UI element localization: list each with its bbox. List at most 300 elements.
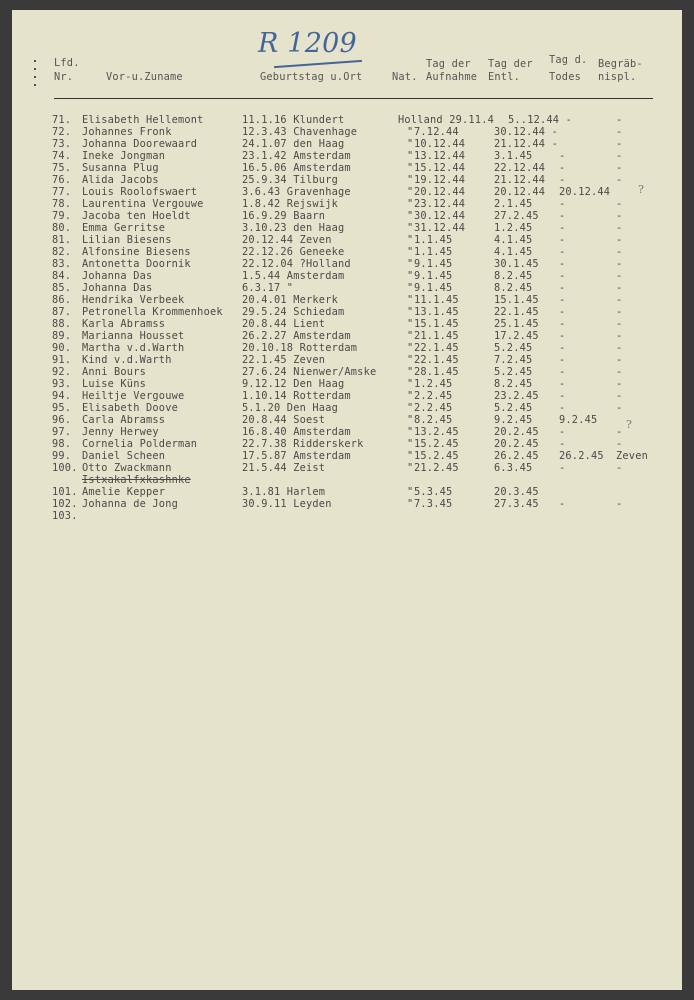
entry-death-date: - (559, 246, 566, 258)
entry-nationality: " (407, 222, 414, 234)
entry-name: Johannes Fronk (82, 126, 172, 138)
entry-name: Hendrika Verbeek (82, 294, 185, 306)
entry-number: 96. (52, 414, 72, 426)
entry-name: Otto Zwackmann (82, 462, 172, 474)
entry-birth: 26.2.27 Amsterdam (242, 330, 351, 342)
table-row (12, 258, 682, 270)
entry-name: Johanna Doorewaard (82, 138, 198, 150)
entry-release-date: 5.2.45 (494, 402, 533, 414)
entry-burial-place: - (616, 498, 623, 510)
entry-nationality: " (407, 306, 414, 318)
entry-birth: 12.3.43 Chavenhage (242, 126, 358, 138)
entry-death-date: - (559, 294, 566, 306)
entry-death-date: - (559, 342, 566, 354)
entry-nationality: " (407, 486, 414, 498)
entry-number: 98. (52, 438, 72, 450)
entry-name: Jenny Herwey (82, 426, 159, 438)
entry-admission-date: 7.12.44 (414, 126, 459, 138)
table-row (12, 306, 682, 318)
entry-name: Ineke Jongman (82, 150, 166, 162)
entry-nationality: " (407, 414, 414, 426)
entry-release-date: 7.2.45 (494, 354, 533, 366)
entry-burial-place: - (616, 114, 623, 126)
table-row (12, 402, 682, 414)
entry-name: Antonetta Doornik (82, 258, 191, 270)
table-row (12, 222, 682, 234)
entry-name: Jacoba ten Hoeldt (82, 210, 191, 222)
entry-admission-date: 23.12.44 (414, 198, 466, 210)
entry-name: Johanna Das (82, 282, 153, 294)
entry-release-date: 27.2.45 (494, 210, 539, 222)
entry-birth: 27.6.24 Nienwer/Amske (242, 366, 377, 378)
entry-death-date: - (559, 258, 566, 270)
entry-release-date: 8.2.45 (494, 270, 533, 282)
entry-nationality: " (407, 342, 414, 354)
header-rule (54, 98, 653, 99)
entry-birth: 3.1.81 Harlem (242, 486, 326, 498)
entry-nationality: " (407, 270, 414, 282)
entry-nationality: " (407, 186, 414, 198)
entry-nationality: " (407, 138, 414, 150)
entry-death-date: 26.2.45 (559, 450, 604, 462)
entry-number: 97. (52, 426, 72, 438)
header-name: Vor-u.Zuname (106, 71, 183, 83)
entry-admission-date: 9.1.45 (414, 282, 453, 294)
entry-nationality: " (407, 438, 414, 450)
entry-number: 73. (52, 138, 72, 150)
entry-number: 74. (52, 150, 72, 162)
entry-name: Elisabeth Doove (82, 402, 178, 414)
entry-name: Heiltje Vergouwe (82, 390, 185, 402)
entry-admission-date: 11.1.45 (414, 294, 459, 306)
table-row (12, 198, 682, 210)
entry-admission-date: 22.1.45 (414, 342, 459, 354)
entry-admission-date: 9.1.45 (414, 258, 453, 270)
entry-release-date: 1.2.45 (494, 222, 533, 234)
entry-death-date: - (559, 330, 566, 342)
entry-name: Martha v.d.Warth (82, 342, 185, 354)
entry-nationality: " (407, 426, 414, 438)
entry-number: 82. (52, 246, 72, 258)
entry-release-date: 30.1.45 (494, 258, 539, 270)
entry-burial-place: - (616, 306, 623, 318)
table-row (12, 270, 682, 282)
entry-admission-date: 13.2.45 (414, 426, 459, 438)
entry-death-date: - (559, 198, 566, 210)
entry-nationality: " (407, 234, 414, 246)
entry-birth: 22.12.26 Geneeke (242, 246, 345, 258)
entry-number: 102. (52, 498, 78, 510)
entry-birth: 3.10.23 den Haag (242, 222, 345, 234)
entry-burial-place: - (616, 234, 623, 246)
entry-admission-date: 2.2.45 (414, 402, 453, 414)
table-row (12, 114, 682, 126)
entry-release-date: 23.2.45 (494, 390, 539, 402)
handwritten-annotation: R 1209 (258, 28, 357, 59)
entry-burial-place: - (616, 354, 623, 366)
entry-nationality: " (407, 282, 414, 294)
entry-release-date: 22.12.44 (494, 162, 546, 174)
header-lfd: Lfd. (54, 57, 80, 69)
entry-release-date: 30.12.44 - (494, 126, 558, 138)
header-death-2: Todes (549, 71, 581, 83)
entry-nationality: " (407, 210, 414, 222)
entry-birth: 20.8.44 Soest (242, 414, 326, 426)
entry-death-date: - (559, 222, 566, 234)
entry-death-date: - (559, 402, 566, 414)
entry-name: Alida Jacobs (82, 174, 159, 186)
entry-name: Laurentina Vergouwe (82, 198, 204, 210)
entry-admission-date: 9.1.45 (414, 270, 453, 282)
entry-admission-date: 1.2.45 (414, 378, 453, 390)
entry-admission-date: 13.1.45 (414, 306, 459, 318)
table-row (12, 366, 682, 378)
entry-number: 93. (52, 378, 72, 390)
entry-death-date: - (559, 378, 566, 390)
entry-nationality: " (407, 174, 414, 186)
entry-admission-date: 15.1.45 (414, 318, 459, 330)
table-row (12, 426, 682, 438)
entry-release-date: 20.3.45 (494, 486, 539, 498)
entry-number: 86. (52, 294, 72, 306)
entry-birth: 1.10.14 Rotterdam (242, 390, 351, 402)
entry-number: 80. (52, 222, 72, 234)
entry-release-date: 21.12.44 (494, 174, 546, 186)
entry-nationality: " (407, 378, 414, 390)
entry-birth: 20.8.44 Lient (242, 318, 326, 330)
entry-name: Anni Bours (82, 366, 146, 378)
table-row (12, 438, 682, 450)
entry-number: 72. (52, 126, 72, 138)
entry-admission-date: 21.2.45 (414, 462, 459, 474)
entry-burial-place: - (616, 198, 623, 210)
entry-name: Johanna de Jong (82, 498, 178, 510)
entry-death-date: - (559, 210, 566, 222)
entry-name: Alfonsine Biesens (82, 246, 191, 258)
margin-dots (34, 60, 40, 92)
header-burial-2: nispl. (598, 71, 637, 83)
header-admission-1: Tag der (426, 58, 471, 70)
entry-name: Daniel Scheen (82, 450, 166, 462)
entry-nationality: " (407, 462, 414, 474)
entry-burial-place: - (616, 138, 623, 150)
entry-birth: 16.9.29 Baarn (242, 210, 326, 222)
table-row (12, 150, 682, 162)
entry-release-date: 17.2.45 (494, 330, 539, 342)
entry-number: 77. (52, 186, 72, 198)
entry-birth: 16.8.40 Amsterdam (242, 426, 351, 438)
entry-admission-date: 19.12.44 (414, 174, 466, 186)
entry-name: Susanna Plug (82, 162, 159, 174)
entry-burial-place: - (616, 342, 623, 354)
table-row (12, 510, 682, 522)
entry-release-date: 26.2.45 (494, 450, 539, 462)
table-row (12, 210, 682, 222)
entry-death-date: 9.2.45 (559, 414, 598, 426)
entry-nationality: " (407, 150, 414, 162)
table-row (12, 246, 682, 258)
entry-burial-place: - (616, 126, 623, 138)
entry-release-date: 8.2.45 (494, 378, 533, 390)
table-row (12, 450, 682, 462)
entry-release-date: 6.3.45 (494, 462, 533, 474)
entry-death-date: - (559, 354, 566, 366)
entry-admission-date: 8.2.45 (414, 414, 453, 426)
entry-admission-date: 13.12.44 (414, 150, 466, 162)
entry-burial-place: - (616, 366, 623, 378)
entry-birth: 3.6.43 Gravenhage (242, 186, 351, 198)
margin-question-mark: ? (626, 418, 633, 431)
entry-nationality: " (407, 318, 414, 330)
entry-name: Elisabeth Hellemont (82, 114, 204, 126)
entry-burial-place: Zeven (616, 450, 648, 462)
entry-number: 78. (52, 198, 72, 210)
entry-name: Karla Abramss (82, 318, 166, 330)
entry-burial-place: - (616, 330, 623, 342)
entry-admission-date: 1.1.45 (414, 234, 453, 246)
entry-admission-date: 31.12.44 (414, 222, 466, 234)
entry-burial-place: - (616, 318, 623, 330)
entry-burial-place: - (616, 162, 623, 174)
table-row (12, 294, 682, 306)
entry-number: 95. (52, 402, 72, 414)
entry-death-date: - (559, 282, 566, 294)
entry-burial-place: - (616, 222, 623, 234)
entry-admission-date: 1.1.45 (414, 246, 453, 258)
entry-number: 76. (52, 174, 72, 186)
entry-name: Luise Küns (82, 378, 146, 390)
entry-release-date: 25.1.45 (494, 318, 539, 330)
entry-number: 91. (52, 354, 72, 366)
annotation-underline (274, 60, 362, 68)
table-row (12, 474, 682, 486)
entry-death-date: - (559, 150, 566, 162)
entry-number: 81. (52, 234, 72, 246)
entry-name: Lilian Biesens (82, 234, 172, 246)
entry-name: Petronella Krommenhoek (82, 306, 223, 318)
entry-death-date: - (559, 366, 566, 378)
entry-nationality: " (407, 246, 414, 258)
entry-release-date: 4.1.45 (494, 246, 533, 258)
entry-death-date: - (559, 438, 566, 450)
entry-name: Cornelia Polderman (82, 438, 198, 450)
entry-death-date: - (559, 174, 566, 186)
entry-death-date: - (559, 318, 566, 330)
entry-birth: 30.9.11 Leyden (242, 498, 332, 510)
entry-nationality: " (407, 330, 414, 342)
entry-nationality: " (407, 258, 414, 270)
entry-name: Louis Roolofswaert (82, 186, 198, 198)
entry-release-date: 5..12.44 - (508, 114, 572, 126)
entry-birth: 16.5.06 Amsterdam (242, 162, 351, 174)
entry-burial-place: - (616, 402, 623, 414)
table-row (12, 354, 682, 366)
entry-death-date: - (559, 270, 566, 282)
entry-birth: 23.1.42 Amsterdam (242, 150, 351, 162)
entry-release-date: 8.2.45 (494, 282, 533, 294)
entry-number: 85. (52, 282, 72, 294)
entry-release-date: 21.12.44 - (494, 138, 558, 150)
entry-number: 84. (52, 270, 72, 282)
entry-admission-date: 15.2.45 (414, 438, 459, 450)
entry-name: Emma Gerritse (82, 222, 166, 234)
entry-burial-place: - (616, 462, 623, 474)
entry-birth: 11.1.16 Klundert (242, 114, 345, 126)
entry-burial-place: - (616, 294, 623, 306)
header-release-1: Tag der (488, 58, 533, 70)
entry-release-date: 15.1.45 (494, 294, 539, 306)
header-release-2: Entl. (488, 71, 520, 83)
entry-number: 103. (52, 510, 78, 522)
entry-nationality: " (407, 402, 414, 414)
table-row (12, 390, 682, 402)
entry-birth: 24.1.07 den Haag (242, 138, 345, 150)
entry-admission-date: 5.3.45 (414, 486, 453, 498)
table-row (12, 414, 682, 426)
entry-nationality: " (407, 390, 414, 402)
entry-number: 79. (52, 210, 72, 222)
entry-death-date: - (559, 234, 566, 246)
entry-burial-place: - (616, 174, 623, 186)
entry-birth: 6.3.17 " (242, 282, 294, 294)
entry-name: Johanna Das (82, 270, 153, 282)
entry-burial-place: - (616, 378, 623, 390)
table-row (12, 234, 682, 246)
entry-number: 101. (52, 486, 78, 498)
entry-number: 100. (52, 462, 78, 474)
entry-nationality: " (407, 354, 414, 366)
entry-number: 71. (52, 114, 72, 126)
entry-admission-date: 15.2.45 (414, 450, 459, 462)
entry-burial-place: - (616, 258, 623, 270)
table-row (12, 138, 682, 150)
entry-death-date: - (559, 462, 566, 474)
header-nat: Nat. (392, 71, 418, 83)
header-admission-2: Aufnahme (426, 71, 478, 83)
entry-admission-date: 15.12.44 (414, 162, 466, 174)
entry-name: Kind v.d.Warth (82, 354, 172, 366)
entry-admission-date: 20.12.44 (414, 186, 466, 198)
entry-nationality: " (407, 126, 414, 138)
entry-number: 83. (52, 258, 72, 270)
table-row (12, 174, 682, 186)
header-death-1: Tag d. (549, 54, 588, 66)
entry-birth: 21.5.44 Zeist (242, 462, 326, 474)
entry-death-date: - (559, 162, 566, 174)
entry-nationality: " (407, 498, 414, 510)
entry-birth: 5.1.20 Den Haag (242, 402, 338, 414)
table-row (12, 378, 682, 390)
margin-question-mark: ? (638, 183, 645, 196)
table-row (12, 318, 682, 330)
entry-release-date: 20.2.45 (494, 438, 539, 450)
entry-nationality: " (407, 366, 414, 378)
entry-number: 87. (52, 306, 72, 318)
entry-birth: 20.4.01 Merkerk (242, 294, 338, 306)
entry-burial-place: - (616, 210, 623, 222)
entry-number: 90. (52, 342, 72, 354)
entry-release-date: 3.1.45 (494, 150, 533, 162)
table-row (12, 342, 682, 354)
header-burial-1: Begräb- (598, 58, 643, 70)
entry-burial-place: - (616, 150, 623, 162)
entry-burial-place: - (616, 390, 623, 402)
entry-nationality: " (407, 198, 414, 210)
entry-birth: 1.5.44 Amsterdam (242, 270, 345, 282)
entry-admission-date: 21.1.45 (414, 330, 459, 342)
entry-name: Carla Abramss (82, 414, 166, 426)
entry-admission-date: 22.1.45 (414, 354, 459, 366)
entry-death-date: - (559, 306, 566, 318)
entry-birth: 22.7.38 Ridderskerk (242, 438, 364, 450)
entry-burial-place: - (616, 426, 623, 438)
entry-birth: 29.5.24 Schiedam (242, 306, 345, 318)
entry-admission-date: Holland 29.11.4 (398, 114, 494, 126)
entry-release-date: 9.2.45 (494, 414, 533, 426)
entry-admission-date: 2.2.45 (414, 390, 453, 402)
entry-release-date: 4.1.45 (494, 234, 533, 246)
document-page (12, 10, 682, 990)
entry-death-date: - (559, 498, 566, 510)
entry-release-date: 27.3.45 (494, 498, 539, 510)
entry-number: 88. (52, 318, 72, 330)
entry-birth: 1.8.42 Rejswijk (242, 198, 338, 210)
entry-admission-date: 30.12.44 (414, 210, 466, 222)
entry-number: 92. (52, 366, 72, 378)
entry-birth: 20.12.44 Zeven (242, 234, 332, 246)
entry-number: 94. (52, 390, 72, 402)
entry-death-date: 20.12.44 (559, 186, 611, 198)
entry-birth: 22.1.45 Zeven (242, 354, 326, 366)
entry-release-date: 5.2.45 (494, 342, 533, 354)
entry-birth: 22.12.04 ?Holland (242, 258, 351, 270)
entry-release-date: 20.2.45 (494, 426, 539, 438)
table-row (12, 486, 682, 498)
entry-birth: 25.9.34 Tilburg (242, 174, 338, 186)
entry-burial-place: - (616, 270, 623, 282)
entry-nationality: " (407, 450, 414, 462)
entry-nationality: " (407, 294, 414, 306)
table-row (12, 126, 682, 138)
entry-burial-place: - (616, 246, 623, 258)
table-row (12, 162, 682, 174)
entry-birth: 20.10.18 Rotterdam (242, 342, 358, 354)
entry-name: Istxakalfxkashnke (82, 474, 191, 486)
entry-death-date: - (559, 426, 566, 438)
header-birth: Geburtstag u.Ort (260, 71, 363, 83)
entry-release-date: 20.12.44 (494, 186, 546, 198)
entry-nationality: " (407, 162, 414, 174)
entry-number: 75. (52, 162, 72, 174)
entry-number: 89. (52, 330, 72, 342)
entry-admission-date: 7.3.45 (414, 498, 453, 510)
entry-burial-place: - (616, 282, 623, 294)
entry-birth: 17.5.87 Amsterdam (242, 450, 351, 462)
table-row (12, 330, 682, 342)
entry-burial-place: - (616, 438, 623, 450)
entry-admission-date: 10.12.44 (414, 138, 466, 150)
entry-release-date: 2.1.45 (494, 198, 533, 210)
entry-release-date: 5.2.45 (494, 366, 533, 378)
entry-death-date: - (559, 390, 566, 402)
entry-number: 99. (52, 450, 72, 462)
header-nr: Nr. (54, 71, 74, 83)
table-row (12, 462, 682, 474)
table-row (12, 282, 682, 294)
entry-release-date: 22.1.45 (494, 306, 539, 318)
table-row (12, 186, 682, 198)
entry-birth: 9.12.12 Den Haag (242, 378, 345, 390)
